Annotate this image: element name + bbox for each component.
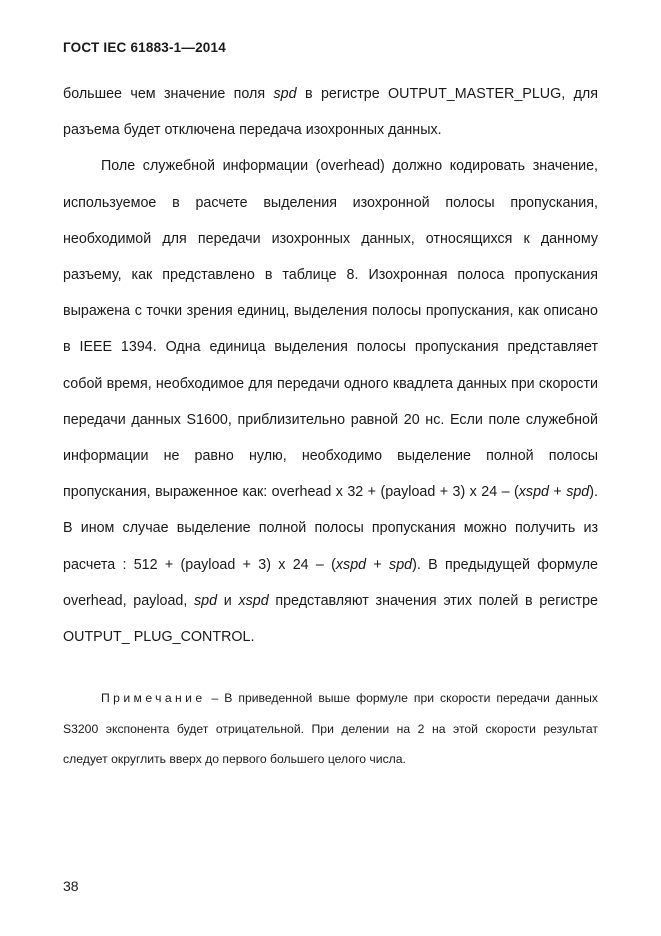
paragraph-continuation [63,76,598,148]
italic-term: spd [389,556,413,573]
text-run: + [548,484,567,501]
page-number: 38 [63,878,79,894]
text-run: Поле служебной информации (overhead) должно кодировать значение, используемое в расчете выделения изохронной полосы пропускания, необходимой для передачи изохронных данных, относящихся к данному разъему, как представлено в таблице 8. Изохронная полоса пропускания выражена с точки зрения единиц, выделения полосы пропускания, как описано в IEEE 1394. Одна единица выделения полосы пропускания представляет собой время, необходимое для передачи одного квадлета данных при скорости передачи данных S1600, приблизительно равной 20 нс. Если поле служебной информации не равно нулю, необходимо выделение полной полосы пропускания, выраженное как: overhead x 32 + (payload + 3) x 24 – ( [63,158,598,501]
italic-term: xspd [238,592,269,609]
text-run: ). В ином случае выделение полной полосы пропускания можно получить из расчета : 512 + (payload + 3) x 24 – ( [63,484,598,573]
italic-term: xspd [335,556,367,573]
text-run: и [217,592,239,609]
italic-term: spd [566,484,590,501]
note-paragraph [63,683,598,775]
paragraph-overhead [63,148,598,655]
text-run: + [366,556,390,573]
note-text: – В приведенной выше формуле при скорости передачи данных S3200 экспонента будет отрицательной. При делении на 2 на этой скорости результат следует округлить вверх до первого большего целого числа. [63,691,598,766]
italic-term: spd [194,592,218,609]
italic-term: xspd [518,484,549,501]
text-run: ). В предыдущей формуле overhead, payload, [63,556,599,609]
text-run: в регистре OUTPUT_MASTER_PLUG, для разъема будет отключена передача изохронных данных. [63,86,598,139]
note-label: Примечание [101,691,206,705]
main-text [63,76,598,655]
document-header: ГОСТ IEC 61883-1—2014 [63,40,226,55]
text-run: большее чем значение поля [63,86,274,102]
note-block [63,683,598,775]
text-run: представляют значения этих полей в регистре OUTPUT_ PLUG_CONTROL. [63,592,599,646]
italic-term: spd [273,86,297,102]
